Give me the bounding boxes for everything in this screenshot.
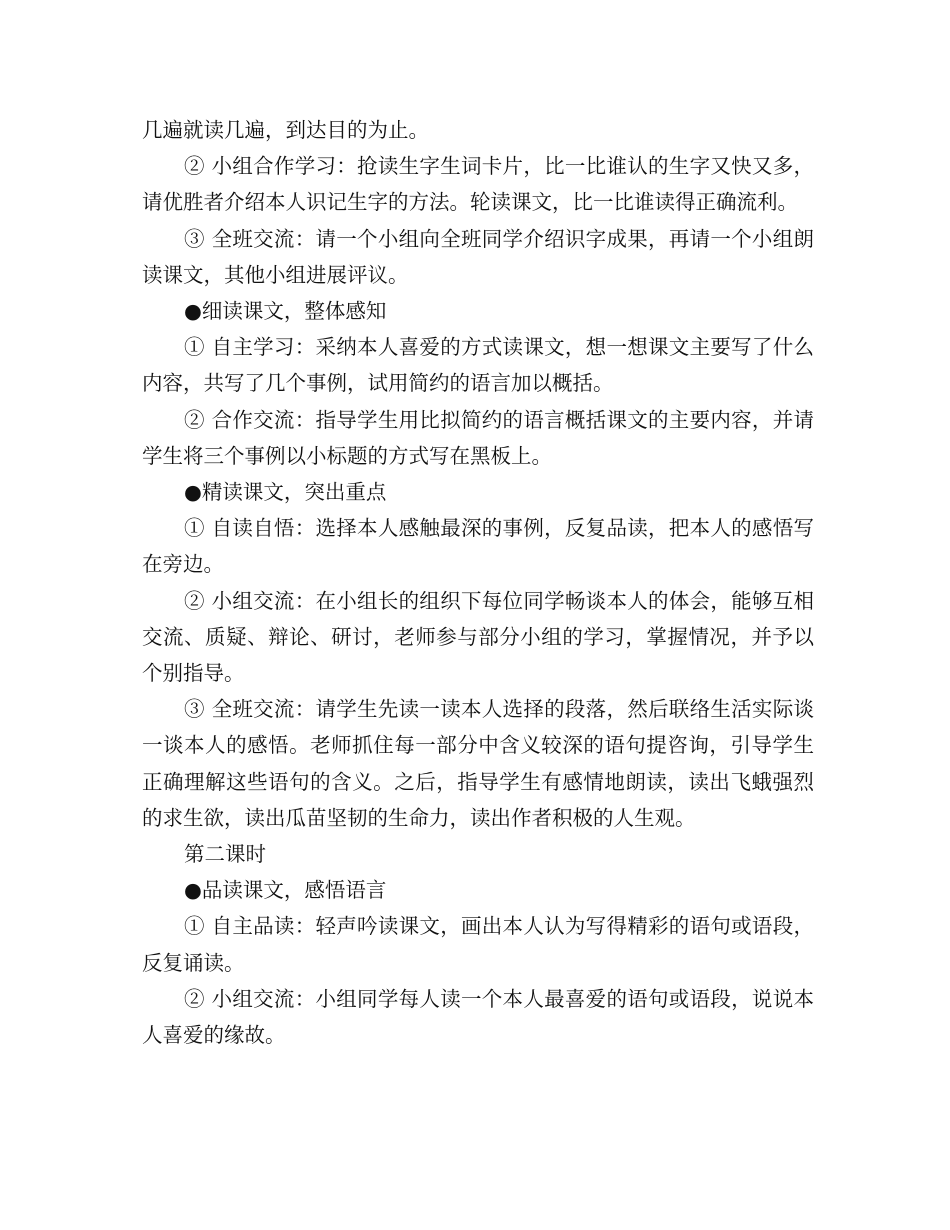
paragraph-continuation: 几遍就读几遍，到达目的为止。 bbox=[142, 118, 429, 142]
section-heading-savoring-text: ●品读课文，感悟语言 bbox=[184, 878, 387, 903]
paragraph-group-study: ② 小组合作学习：抢读生字生词卡片，比一比谁认的生字又快又多，请优胜者介绍本人识记生字的方法。轮读课文，比一比谁读得正确流利。 bbox=[142, 154, 814, 215]
paragraph-group-exchange: ② 小组交流：在小组长的组织下每位同学畅谈本人的体会，能够互相交流、质疑、辩论、研讨，老师参与部分小组的学习，掌握情况，并予以个别指导。 bbox=[142, 588, 814, 686]
paragraph-self-reading: ① 自读自悟：选择本人感触最深的事例，反复品读，把本人的感悟写在旁边。 bbox=[142, 516, 814, 577]
paragraph-group-sharing: ② 小组交流：小组同学每人读一个本人最喜爱的语句或语段，说说本人喜爱的缘故。 bbox=[142, 986, 814, 1048]
paragraph-class-exchange: ③ 全班交流：请一个小组向全班同学介绍识字成果，再请一个小组朗读课文，其他小组进展评议。 bbox=[142, 226, 814, 287]
paragraph-independent-reading: ① 自主品读：轻声吟读课文，画出本人认为写得精彩的语句或语段，反复诵读。 bbox=[142, 914, 814, 975]
paragraph-self-study: ① 自主学习：采纳本人喜爱的方式读课文，想一想课文主要写了什么内容，共写了几个事例，试用简约的语言加以概括。 bbox=[142, 335, 814, 396]
document-page bbox=[142, 112, 814, 1053]
section-heading-second-lesson: 第二课时 bbox=[184, 842, 266, 867]
paragraph-whole-class-exchange: ③ 全班交流：请学生先读一读本人选择的段落，然后联络生活实际谈一谈本人的感悟。老师抓住每一部分中含义较深的语句提咨询，引导学生正确理解这些语句的含义。之后，指导学生有感情地朗读，读出飞蛾强烈的求生欲，读出瓜苗坚韧的生命力，读出作者积极的人生观。 bbox=[142, 697, 814, 830]
section-heading-intensive-reading: ●精读课文，突出重点 bbox=[184, 480, 387, 505]
section-heading-detailed-reading: ●细读课文，整体感知 bbox=[184, 299, 387, 324]
paragraph-cooperative-exchange: ② 合作交流：指导学生用比拟简约的语言概括课文的主要内容，并请学生将三个事例以小标题的方式写在黑板上。 bbox=[142, 407, 814, 468]
